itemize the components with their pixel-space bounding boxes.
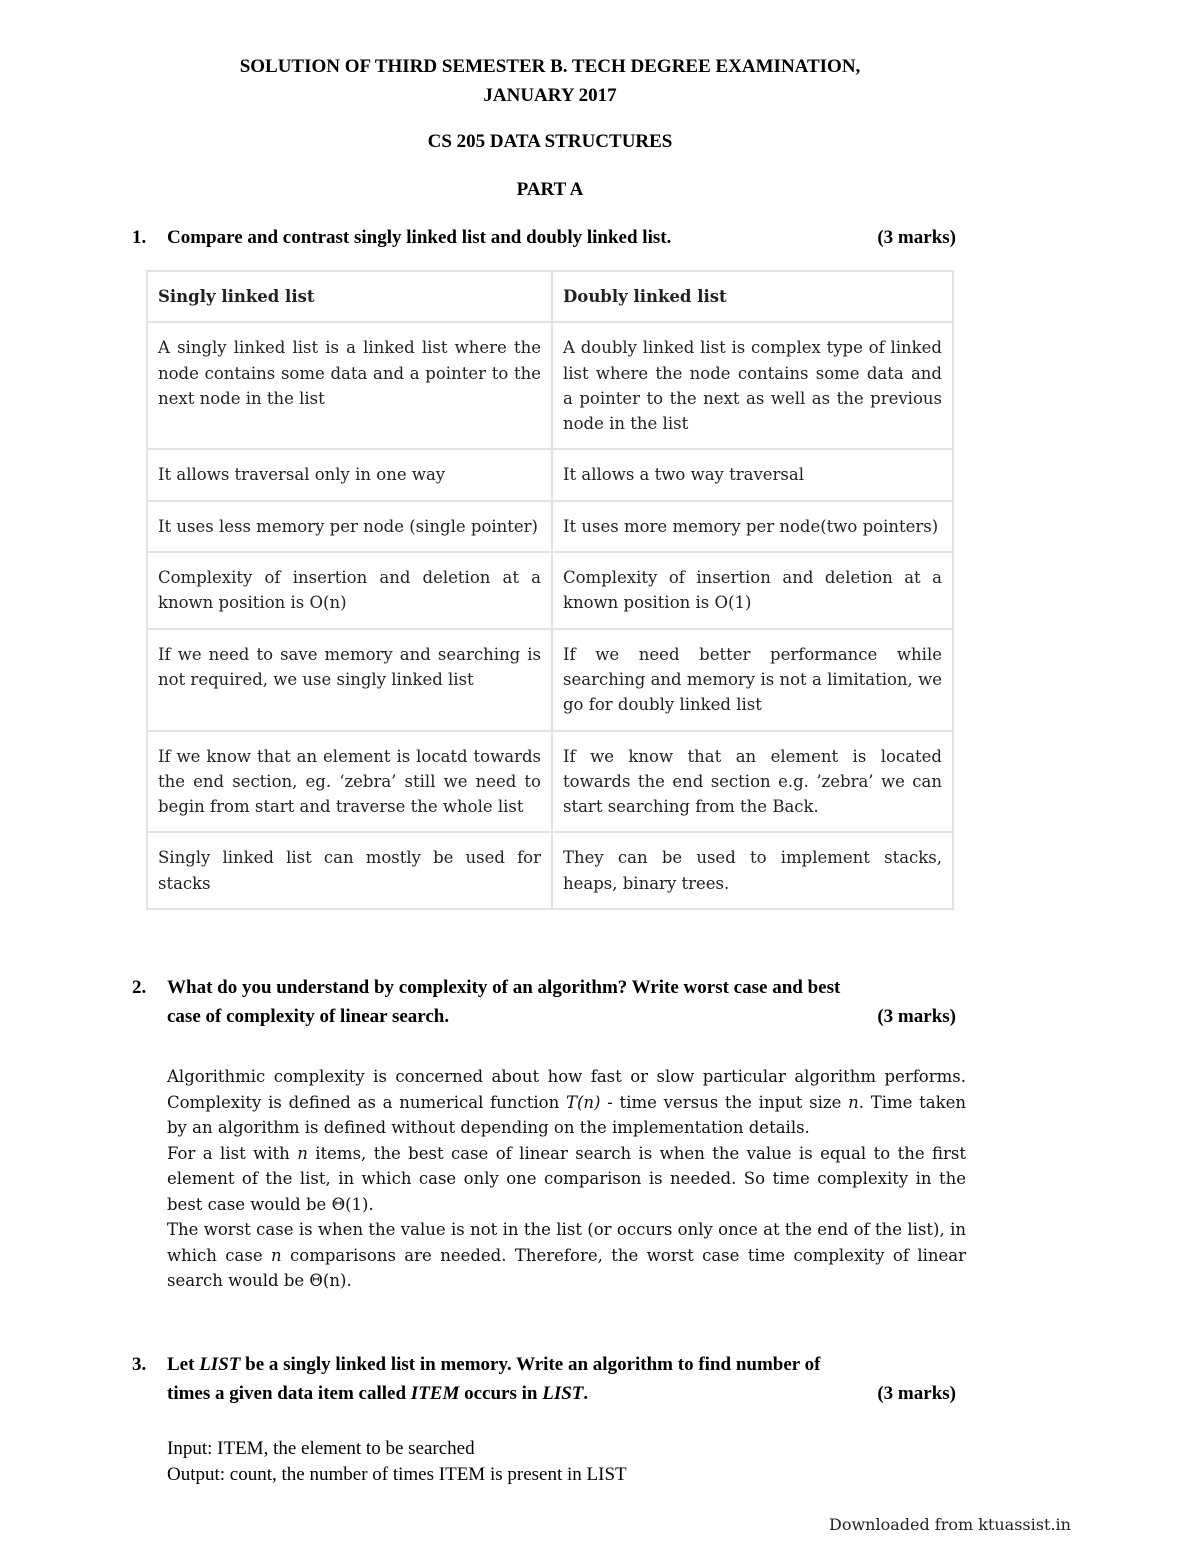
table-cell: If we know that an element is locatd towards the end section, eg. ‘zebra’ still we need to begin from start and traverse the whole list — [147, 731, 552, 833]
course-title: CS 205 DATA STRUCTURES — [427, 131, 673, 152]
document-title — [0, 52, 1100, 110]
table-cell: It allows a two way traversal — [552, 449, 953, 500]
algorithm-output: Output: count, the number of times ITEM is present in LIST — [167, 1463, 627, 1485]
question-number: 2. — [132, 977, 147, 998]
answer-text: Algorithmic complexity is concerned about how fast or slow particular algorithm performs. Complexity is defined as a numerical function — [167, 1067, 966, 1112]
table-cell: If we need to save memory and searching is not required, we use singly linked list — [147, 629, 552, 731]
table-cell: Complexity of insertion and deletion at a known position is O(1) — [552, 552, 953, 629]
algorithm-io — [167, 1436, 966, 1487]
question-text-line-1: What do you understand by complexity of an algorithm? Write worst case and best — [167, 977, 841, 998]
question-3 — [132, 1350, 966, 1408]
table-row — [147, 501, 953, 552]
math-variable: n — [848, 1092, 859, 1112]
table-cell: Complexity of insertion and deletion at a known position is O(n) — [147, 552, 552, 629]
question-1 — [132, 223, 966, 252]
answer-text: comparisons are needed. Therefore, the worst case time complexity of linear search would be Θ(n). — [167, 1245, 966, 1290]
question-2 — [132, 973, 966, 1031]
table-cell: It uses more memory per node(two pointers) — [552, 501, 953, 552]
answer-text: For a list with — [167, 1143, 298, 1163]
answer-paragraph — [167, 1064, 966, 1141]
table-row — [147, 552, 953, 629]
table-cell: They can be used to implement stacks, heaps, binary trees. — [552, 832, 953, 909]
algorithm-input: Input: ITEM, the element to be searched — [167, 1438, 475, 1459]
answer-paragraph — [167, 1217, 966, 1294]
part-heading: PART A — [516, 179, 584, 200]
table-cell: It uses less memory per node (single pointer) — [147, 501, 552, 552]
answer-paragraph — [167, 1141, 966, 1218]
title-line-2: JANUARY 2017 — [483, 85, 617, 106]
list-name: LIST — [199, 1354, 241, 1375]
table-header-row — [147, 271, 953, 322]
answer-text: . Time taken by an algorithm is defined without depending on the implementation details. — [167, 1092, 966, 1137]
math-variable: n — [271, 1245, 282, 1265]
table-row — [147, 449, 953, 500]
question-text: Let — [167, 1354, 200, 1375]
question-text-line-2 — [167, 1379, 966, 1408]
table-header-cell: Singly linked list — [147, 271, 552, 322]
table-cell: A singly linked list is a linked list where the node contains some data and a pointer to the next node in the list — [147, 322, 552, 449]
table-cell: Singly linked list can mostly be used for stacks — [147, 832, 552, 909]
question-number: 1. — [132, 227, 147, 248]
table-cell: A doubly linked list is complex type of linked list where the node contains some data and a pointer to the next as well as the previous node in the list — [552, 322, 953, 449]
question-text: Compare and contrast singly linked list and doubly linked list. — [167, 227, 672, 248]
math-variable: n — [297, 1143, 308, 1163]
table-header-cell: Doubly linked list — [552, 271, 953, 322]
table-cell: If we know that an element is located towards the end section e.g. ’zebra’ we can start searching from the Back. — [552, 731, 953, 833]
answer-2 — [167, 1064, 966, 1294]
list-name: LIST — [542, 1383, 584, 1404]
table-row — [147, 832, 953, 909]
question-text-line-2: case of complexity of linear search. — [167, 1006, 450, 1027]
title-line-1: SOLUTION OF THIRD SEMESTER B. TECH DEGREE EXAMINATION, — [239, 56, 861, 77]
answer-text: The worst case is when the value is not in the list (or occurs only once at the end of the list), in which case — [167, 1220, 966, 1265]
item-name: ITEM — [410, 1383, 460, 1404]
table-cell: It allows traversal only in one way — [147, 449, 552, 500]
comparison-table — [146, 270, 954, 910]
question-marks: (3 marks) — [877, 1006, 956, 1027]
answer-text: items, the best case of linear search is when the value is equal to the first element of the list, in which case only one comparison is needed. So time complexity in the best case would be Θ(1). — [167, 1143, 966, 1214]
question-marks: (3 marks) — [877, 1383, 956, 1404]
question-text: times a given data item called — [167, 1383, 411, 1404]
question-marks: (3 marks) — [877, 227, 956, 248]
question-text: be a singly linked list in memory. Write an algorithm to find number of — [240, 1354, 821, 1375]
question-text: . — [583, 1383, 589, 1404]
table-row — [147, 731, 953, 833]
question-text-line-1 — [167, 1350, 966, 1379]
footer-source: Downloaded from ktuassist.in — [829, 1515, 1071, 1534]
table-row — [147, 322, 953, 449]
table-row — [147, 629, 953, 731]
answer-text: - time versus the input size — [600, 1092, 849, 1112]
question-number: 3. — [132, 1354, 147, 1375]
math-variable: T(n) — [565, 1092, 601, 1112]
question-text: occurs in — [459, 1383, 543, 1404]
table-cell: If we need better performance while searching and memory is not a limitation, we go for doubly linked list — [552, 629, 953, 731]
